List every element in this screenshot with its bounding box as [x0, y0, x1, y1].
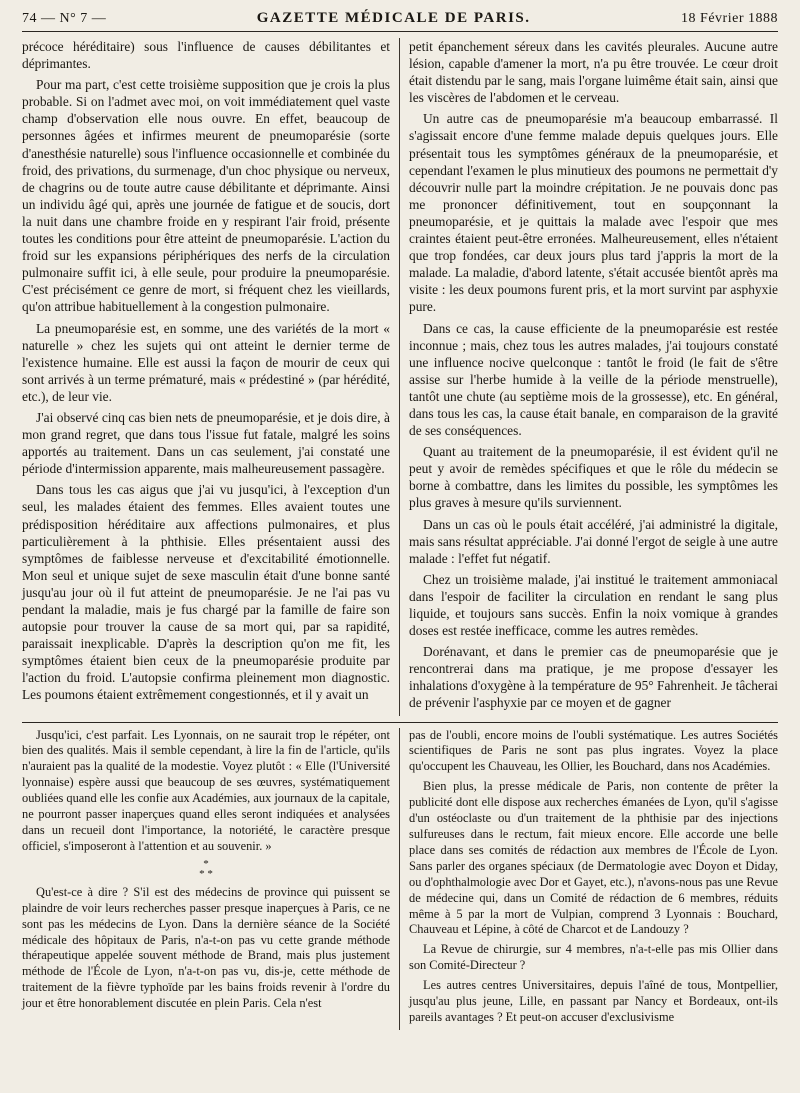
asterism-bottom: * *	[199, 867, 213, 880]
paragraph: Les autres centres Universitaires, depuis l'aîné de tous, Montpellier, jusqu'au plus jeune, Lille, en passant par Nancy et Bordeaux, ont-ils pareils avantages ? Et peut-on accuser d'exclusivisme	[409, 978, 778, 1024]
journal-title: GAZETTE MÉDICALE DE PARIS.	[256, 10, 531, 26]
paragraph: Jusqu'ici, c'est parfait. Les Lyonnais, on ne saurait trop le répéter, ont bien des qualités. Mais il semble cependant, à lire la fin de l'article, qu'ils n'auraient pas la qualité de la modestie. Voyez plutôt : « Elle (l'Université lyonnaise) espère aussi que beaucoup de ses œuvres, systématiquement oubliées quand elle les confie aux Académies, aux journaux de la capitale, ne pourront passer inaperçues quand elles seront indiquées et analysées dans un recueil dont l'importance, la notoriété, le caractère presque officiel, s'imposeront à l'attention et au souvenir. »	[22, 727, 390, 853]
paragraph: Dans un cas où le pouls était accéléré, j'ai administré la digitale, mais sans résultat appréciable. J'ai donné l'ergot de seigle à une autre malade : l'effet fut négatif.	[409, 516, 778, 566]
asterism-separator	[22, 859, 390, 879]
feuilleton-section	[22, 728, 778, 1030]
paragraph: La pneumoparésie est, en somme, une des variétés de la mort « naturelle » chez les sujets qui ont atteint le dernier terme de l'existence humaine. Elle est aussi la façon de mourir de ceux qui sont arrivés à un terme prématuré, mais « prédestiné » (par hérédité, etc.), de leur vie.	[22, 320, 390, 404]
asterism-top: *	[203, 857, 209, 870]
page-number: 74	[22, 11, 37, 26]
issue-date: 18 Février 1888	[681, 11, 778, 26]
page-number-and-issue	[22, 11, 106, 27]
paragraph: La Revue de chirurgie, sur 4 membres, n'a-t-elle pas mis Ollier dans son Comité-Directeur ?	[409, 942, 778, 973]
paragraph: Dans ce cas, la cause efficiente de la pneumoparésie est restée inconnue ; mais, chez tous les autres malades, j'ai toujours constaté une influence nocive quelconque : tantôt le froid (le fait de s'être assise sur l'herbe humide à la veille de la période menstruelle), tantôt une chute (au septième mois de la grossesse), etc. En général, dans tous les cas, la cause était banale, en comparaison de la gravité de ses conséquences.	[409, 320, 778, 439]
paragraph: petit épanchement séreux dans les cavités pleurales. Aucune autre lésion, capable d'amener la mort, n'a pu être trouvée. Le cœur droit était distendu par le sang, mais l'organe luimême était sain, ainsi que les viscères de l'abdomen et le cerveau.	[409, 39, 778, 106]
feuilleton-right-column	[400, 728, 778, 1030]
paragraph: J'ai observé cinq cas bien nets de pneumoparésie, et je dois dire, à mon grand regret, que dans tous l'issue fut fatale, malgré les soins apportés au traitement. Dans un cas seulement, j'ai constaté une période d'intermission apparente, mais malheureusement passagère.	[22, 409, 390, 477]
paragraph: Quant au traitement de la pneumoparésie, il est évident qu'il ne peut y avoir de remèdes spécifiques et que le rôle du médecin se borne à combattre, dans les limites du possible, les symptômes les plus graves à mesure qu'ils surviennent.	[409, 444, 778, 511]
paragraph: précoce héréditaire) sous l'influence de causes débilitantes et déprimantes.	[22, 39, 390, 72]
page-header	[22, 10, 778, 32]
paragraph: Pour ma part, c'est cette troisième supposition que je crois la plus probable. Si on l'admet avec moi, on voit immédiatement quel vaste champ d'observation elle nous ouvre. En effet, beaucoup de personnes âgées et infirmes meurent de pneumoparésie (sorte d'anesthésie naturelle) sous l'influence occasionnelle et combinée du froid, des privations, du surmenage, d'un choc physique ou nerveux, de chagrins ou de toute autre cause débilitante et déprimante. Ainsi un individu âgé qui, après une journée de fatigue et de soucis, dort la nuit dans une chambre froide en y respirant l'air froid, présente toutes les conditions pour être atteint de pneumoparésie. L'action du froid sur les expansions périphériques des nerfs de la circulation pulmonaire suffit ici, à elle seule, pour produire la pneumoparésie. C'est précisément ce genre de mort, si fréquent chez les vieillards, qu'on attribue habituellement à la congestion pulmonaire.	[22, 77, 390, 315]
feuilleton-divider	[22, 722, 778, 723]
paragraph: Un autre cas de pneumoparésie m'a beaucoup embarrassé. Il s'agissait encore d'une femme malade depuis quelques jours. Elle présentait tous les symptômes généraux de la pneumoparésie, et cependant l'examen le plus minutieux des poumons ne permettait d'y découvrir nulle part la moindre crépitation. Je ne pouvais donc pas me prononcer définitivement, tout en soupçonnant la pneumoparésie, et je quittais la malade avec l'espoir que mes craintes étaient peut-être erronées. Malheureusement, elles n'étaient que trop fondées, car deux jours plus tard j'appris la mort de la malade. La maladie, d'abord latente, s'était accusée bientôt après ma visite : les deux poumons furent pris, et la mort survint par asphyxie pure.	[409, 111, 778, 315]
paragraph: Dorénavant, et dans le premier cas de pneumoparésie que je rencontrerai dans ma pratique, je me propose d'essayer les inhalations d'oxygène à la température de 95° Fahrenheit. Je tâcherai de prévenir l'asphyxie par ce moyen et de gagner	[409, 644, 778, 711]
paragraph: Dans tous les cas aigus que j'ai vu jusqu'ici, à l'exception d'un seul, les malades étaient des femmes. Elles avaient toutes une prédisposition héréditaire aux affections pulmonaires, et plus particulièrement à la phthisie. Elles présentaient aussi des symptômes de faiblesse nerveuse et d'excitabilité émotionnelle. Mon seul et unique sujet de sexe masculin était d'une bonne santé jusqu'au jour où il fut atteint de pneumoparésie. Je ne l'ai pas vu pendant la maladie, mais je fus chargé par la famille de faire son autopsie pour trouver la cause de sa mort qui, par sa rapidité, paraissait inexplicable. D'après la description qu'on me fit, les symptômes étaient bien ceux de la pneumoparésie produite par l'action du froid. L'autopsie confirma pleinement mon diagnostic. Les poumons étaient extrêmement congestionnés, et il y avait un	[22, 482, 390, 703]
paragraph: Qu'est-ce à dire ? S'il est des médecins de province qui puissent se plaindre de voir leurs recherches passer presque inaperçues à Paris, ce ne sont pas les médecins de Lyon. Dans la dernière séance de la Société médicale des hôpitaux de Paris, n'a-t-on pas vu cette grande méthode thérapeutique appelée souvent méthode de Brand, mais plus justement méthode de l'École de Lyon, n'a-t-on pas vu, dis-je, cette méthode de traitement de la fièvre typhoïde par les bains froids revenir à l'ordre du jour et être honorablement discutée en plein Paris. Cela n'est	[22, 884, 390, 1011]
paragraph: Bien plus, la presse médicale de Paris, non contente de prêter la publicité dont elle dispose aux recherches émanées de Lyon, qu'il s'agisse d'un ostéoclaste ou d'un traitement de la phthisie par des injections sulfureuses dans le rectum, fait mieux encore. Elle accorde une belle place dans ses comités de rédaction aux membres de l'École de Lyon. Sans parler des organes spéciaux (de Dermatologie avec Doyon et Diday, ou d'ophthalmologie avec Dor et Gayet, etc.), n'avons-nous pas une Revue de médecine qui, dans un Comité de rédaction de 6 membres, réduits même à 5 par la mort de Vulpian, comprend 3 Lyonnais : Bouchard, Chauveau et Lépine, à côté de Charcot et de Landouzy ?	[409, 779, 778, 937]
main-article	[22, 38, 778, 716]
main-left-column	[22, 38, 400, 716]
issue-number: — N° 7 —	[41, 11, 107, 26]
paragraph: pas de l'oubli, encore moins de l'oubli systématique. Les autres Sociétés scientifiques de Paris ne sont pas plus ingrates. Voyez la place qu'occupent les Chauveau, les Ollier, les Bouchard, dans nos Académies.	[409, 727, 778, 774]
main-right-column	[400, 38, 778, 716]
feuilleton-left-column	[22, 728, 400, 1030]
paragraph: Chez un troisième malade, j'ai institué le traitement ammoniacal dans l'espoir de faciliter la circulation en rendant le sang plus liquide, et toujours sans succès. Enfin la noix vomique à grandes doses est restée inefficace, comme les autres remèdes.	[409, 571, 778, 639]
